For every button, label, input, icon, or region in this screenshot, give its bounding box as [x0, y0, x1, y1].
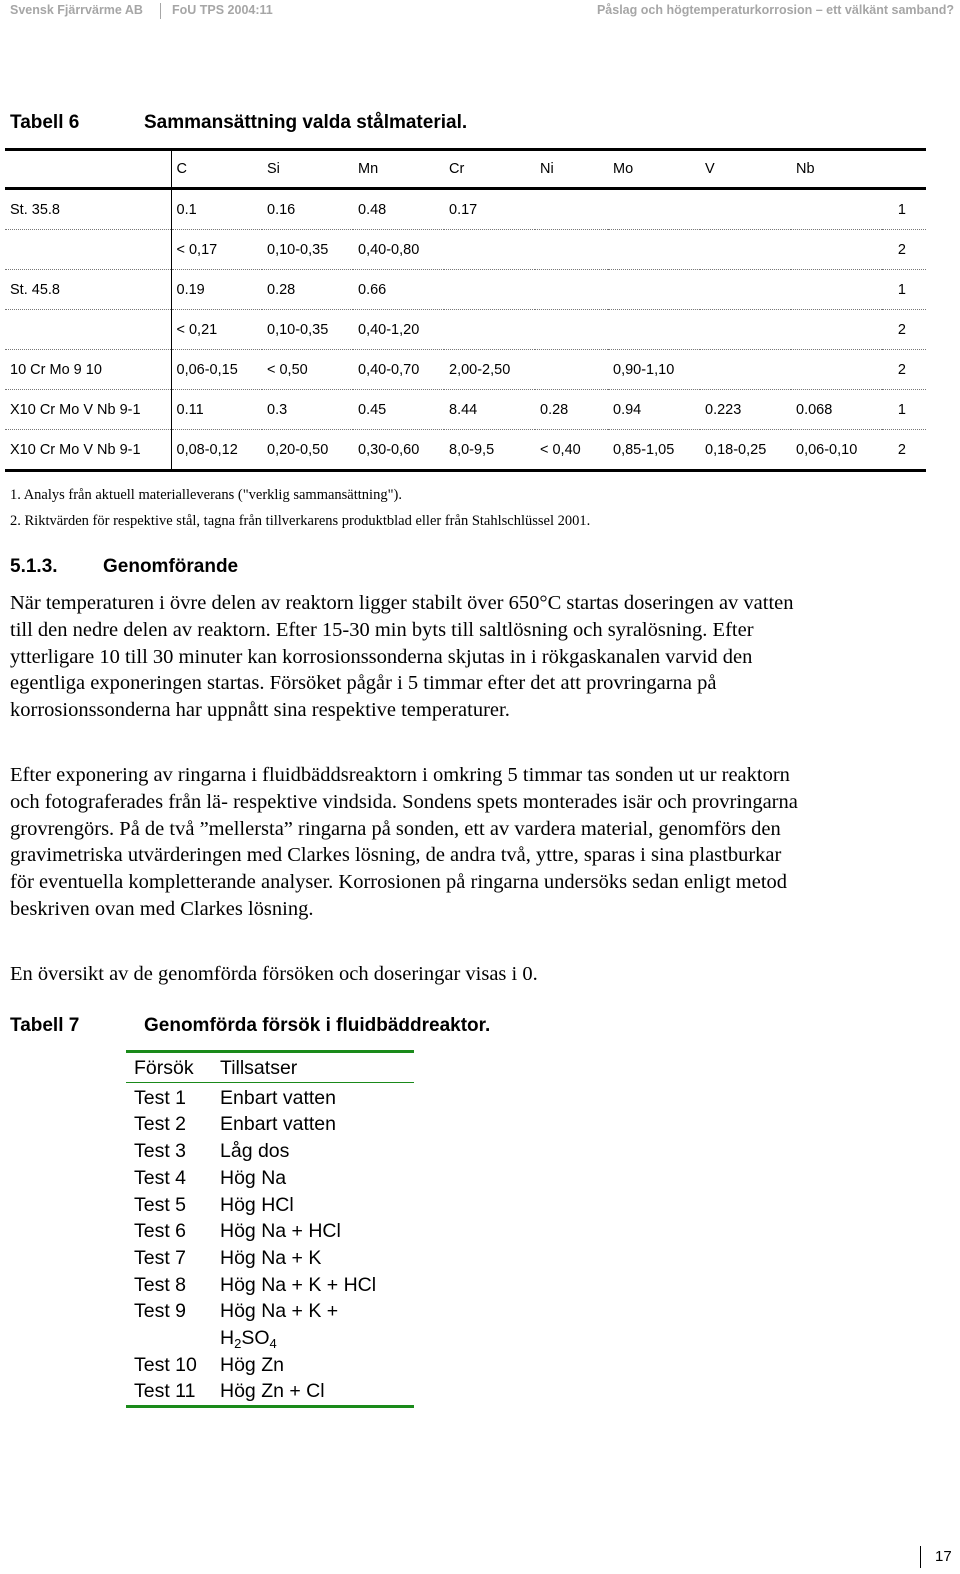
table-cell: 0.28	[535, 390, 608, 430]
page-header	[10, 3, 954, 21]
table-cell: 0,90-1,10	[608, 350, 700, 390]
table-cell	[791, 350, 882, 390]
composition-table	[5, 148, 926, 472]
source-ref: 2	[882, 350, 926, 390]
table-cell	[608, 189, 700, 230]
paragraph-2: Efter exponering av ringarna i fluidbäddsreaktorn i omkring 5 timmar tas sonden ut ur reaktorn och fotograferades från lä- respektive vindsida. Sondens spets monterades isär och provringarna grovrengörs. På de två ”mellersta” ringarna på sonden, ett av vardera material, genomförs den gravimetriska utvärderingen med Clarkes lösning, de andra två, yttre, sparas i sina plastburkar för eventuella kompletterande analyser. Korrosionen på ringarna undersöks sedan enligt metod beskriven ovan med Clarkes lösning.	[10, 764, 798, 920]
additive-cell	[212, 1082, 414, 1111]
test-cell: Test 10	[134, 1353, 197, 1376]
table7-label: Tabell 7	[10, 1015, 80, 1036]
header-project: FoU TPS 2004:11	[172, 3, 273, 17]
table-cell	[444, 310, 535, 350]
table-row	[126, 1218, 414, 1245]
formula-element: SO	[241, 1327, 270, 1350]
table-cell: 0.17	[444, 189, 535, 230]
additive-cell	[212, 1192, 414, 1219]
chemical-formula	[220, 1327, 277, 1352]
additive-cell	[212, 1138, 414, 1165]
table-cell: 0,20-0,50	[262, 430, 353, 471]
test-cell: Test 9	[134, 1300, 187, 1323]
additive-cell	[212, 1272, 414, 1299]
table-cell: 0,18-0,25	[700, 430, 791, 471]
table-cell: 8.44	[444, 390, 535, 430]
table-cell: 0.11	[171, 390, 262, 430]
additive-text: Hög Na + K	[220, 1246, 322, 1269]
table-row	[126, 1138, 414, 1165]
table-cell: < 0,40	[535, 430, 608, 471]
table-cell	[444, 230, 535, 270]
table-cell	[700, 189, 791, 230]
table-cell	[535, 230, 608, 270]
col-header: Ni	[535, 150, 608, 189]
additive-cell	[212, 1352, 414, 1379]
table-cell: < 0,21	[171, 310, 262, 350]
table-row	[126, 1272, 414, 1299]
table-cell: 0,08-0,12	[171, 430, 262, 471]
formula-element: H	[220, 1327, 235, 1350]
tests-table	[126, 1050, 414, 1408]
test-cell: Test 4	[134, 1166, 187, 1189]
col-header: Mo	[608, 150, 700, 189]
table-row	[5, 230, 926, 270]
table-cell	[700, 350, 791, 390]
note-1: 1. Analys från aktuell materialleverans ("verklig sammansättning").	[10, 487, 402, 503]
row-label	[5, 310, 171, 350]
paragraph-1: När temperaturen i övre delen av reaktorn ligger stabilt över 650°C startas doseringen av vatten till den nedre delen av reaktorn. Efter 15-30 min byts till saltlösning och syralösning. Efter ytterligare 10 till 30 minuter kan korrosionssonderna skjutas in i rökgaskanalen varvid den egentliga exponeringen startas. Försöket pågår i 5 timmar efter det att provringarna på korrosionssonderna har uppnått sina respektive temperaturer.	[10, 592, 794, 722]
header-separator	[160, 3, 161, 19]
additive-cell	[212, 1378, 414, 1406]
additive-text: Enbart vatten	[220, 1086, 336, 1109]
table-header-row	[126, 1052, 414, 1083]
section-title: Genomförande	[103, 556, 239, 577]
table-row	[126, 1298, 414, 1351]
additive-cell	[212, 1245, 414, 1272]
additive-cell	[212, 1111, 414, 1138]
source-ref: 1	[882, 270, 926, 310]
test-cell: Test 6	[134, 1220, 187, 1243]
source-ref: 1	[882, 189, 926, 230]
additive-text: Låg dos	[220, 1140, 290, 1163]
table-cell: 0.068	[791, 390, 882, 430]
table-cell: 0.94	[608, 390, 700, 430]
page-number: 17	[920, 1546, 952, 1568]
table-cell: 0,40-0,70	[353, 350, 444, 390]
table-cell	[608, 310, 700, 350]
table-cell: 0.3	[262, 390, 353, 430]
col-header-additive: Tillsatser	[212, 1052, 414, 1083]
formula-subscript: 2	[234, 1336, 242, 1352]
test-cell: Test 5	[134, 1193, 187, 1216]
test-cell: Test 3	[134, 1140, 187, 1163]
table-cell: 0,10-0,35	[262, 310, 353, 350]
table-cell	[791, 189, 882, 230]
test-cell: Test 7	[134, 1246, 187, 1269]
table-cell: < 0,50	[262, 350, 353, 390]
col-header: Nb	[791, 150, 882, 189]
table-row	[126, 1378, 414, 1406]
table-row	[126, 1111, 414, 1138]
source-ref: 1	[882, 390, 926, 430]
table-cell	[535, 350, 608, 390]
table-cell: 0,85-1,05	[608, 430, 700, 471]
table-row	[126, 1082, 414, 1111]
col-header: Si	[262, 150, 353, 189]
table-cell: 0.48	[353, 189, 444, 230]
source-ref: 2	[882, 430, 926, 471]
row-label: 10 Cr Mo 9 10	[5, 350, 171, 390]
table-cell	[535, 270, 608, 310]
table-row	[126, 1245, 414, 1272]
additive-text: Enbart vatten	[220, 1113, 336, 1136]
table-cell: 0,40-0,80	[353, 230, 444, 270]
header-org: Svensk Fjärrvärme AB	[10, 3, 143, 17]
additive-text: Hög Na + K +	[220, 1300, 339, 1323]
additive-text: Hög Zn	[220, 1353, 284, 1376]
table-cell: 0.1	[171, 189, 262, 230]
table-cell: 0,06-0,10	[791, 430, 882, 471]
section-heading	[10, 556, 238, 578]
test-cell: Test 8	[134, 1273, 187, 1296]
table-row	[126, 1352, 414, 1379]
table7-title: Genomförda försök i fluidbäddreaktor.	[144, 1015, 491, 1036]
test-cell: Test 2	[134, 1113, 187, 1136]
table6-notes	[10, 482, 590, 534]
paragraph-3: En översikt av de genomförda försöken och doseringar visas i 0.	[10, 963, 538, 985]
table-cell	[535, 189, 608, 230]
table-cell: 2,00-2,50	[444, 350, 535, 390]
header-title: Påslag och högtemperaturkorrosion – ett välkänt samband?	[596, 3, 954, 17]
table-cell: 0.66	[353, 270, 444, 310]
table6-title: Sammansättning valda stålmaterial.	[144, 112, 468, 133]
additive-text: Hög Zn + Cl	[220, 1380, 325, 1403]
note-2: 2. Riktvärden för respektive stål, tagna från tillverkarens produktblad eller från Stahlschlüssel 2001.	[10, 513, 591, 529]
table-row	[5, 350, 926, 390]
test-cell: Test 1	[134, 1086, 187, 1109]
additive-cell	[212, 1298, 414, 1351]
table-row	[126, 1192, 414, 1219]
formula-subscript: 4	[269, 1336, 277, 1352]
table-cell: 0,06-0,15	[171, 350, 262, 390]
table-cell: 0,40-1,20	[353, 310, 444, 350]
table-cell	[791, 230, 882, 270]
row-label: St. 45.8	[5, 270, 171, 310]
table-row	[5, 310, 926, 350]
row-label: X10 Cr Mo V Nb 9-1	[5, 430, 171, 471]
row-label	[5, 230, 171, 270]
table-cell	[608, 230, 700, 270]
test-cell: Test 11	[126, 1378, 212, 1406]
table-cell: 0.45	[353, 390, 444, 430]
table-cell	[791, 270, 882, 310]
table-header-row	[5, 150, 926, 189]
table-cell: 0,10-0,35	[262, 230, 353, 270]
additive-text: Hög Na + HCl	[220, 1220, 341, 1243]
table-cell: 0.16	[262, 189, 353, 230]
section-number: 5.1.3.	[10, 556, 58, 577]
col-header: C	[171, 150, 262, 189]
source-ref: 2	[882, 310, 926, 350]
col-header: V	[700, 150, 791, 189]
source-ref: 2	[882, 230, 926, 270]
table-cell	[700, 230, 791, 270]
additive-cell	[212, 1165, 414, 1192]
additive-text: Hög Na	[220, 1166, 287, 1189]
table6-label: Tabell 6	[10, 112, 80, 133]
row-label: X10 Cr Mo V Nb 9-1	[5, 390, 171, 430]
table-cell	[535, 310, 608, 350]
table-cell: 0.28	[262, 270, 353, 310]
table-row	[5, 390, 926, 430]
col-header: Cr	[444, 150, 535, 189]
table-cell	[608, 270, 700, 310]
additive-cell	[212, 1218, 414, 1245]
table-cell	[700, 310, 791, 350]
table-cell	[791, 310, 882, 350]
table-row	[5, 430, 926, 471]
table-cell: 0.223	[700, 390, 791, 430]
table-cell: 0.19	[171, 270, 262, 310]
table-cell: 0,30-0,60	[353, 430, 444, 471]
table-cell	[444, 270, 535, 310]
table-row	[126, 1165, 414, 1192]
table-row	[5, 270, 926, 310]
table-cell	[700, 270, 791, 310]
col-header: Mn	[353, 150, 444, 189]
row-label: St. 35.8	[5, 189, 171, 230]
table-row	[5, 189, 926, 230]
table-cell: < 0,17	[171, 230, 262, 270]
table-cell: 8,0-9,5	[444, 430, 535, 471]
col-header-test: Försök	[126, 1052, 212, 1083]
additive-text: Hög Na + K + HCl	[220, 1273, 377, 1296]
additive-text: Hög HCl	[220, 1193, 294, 1216]
